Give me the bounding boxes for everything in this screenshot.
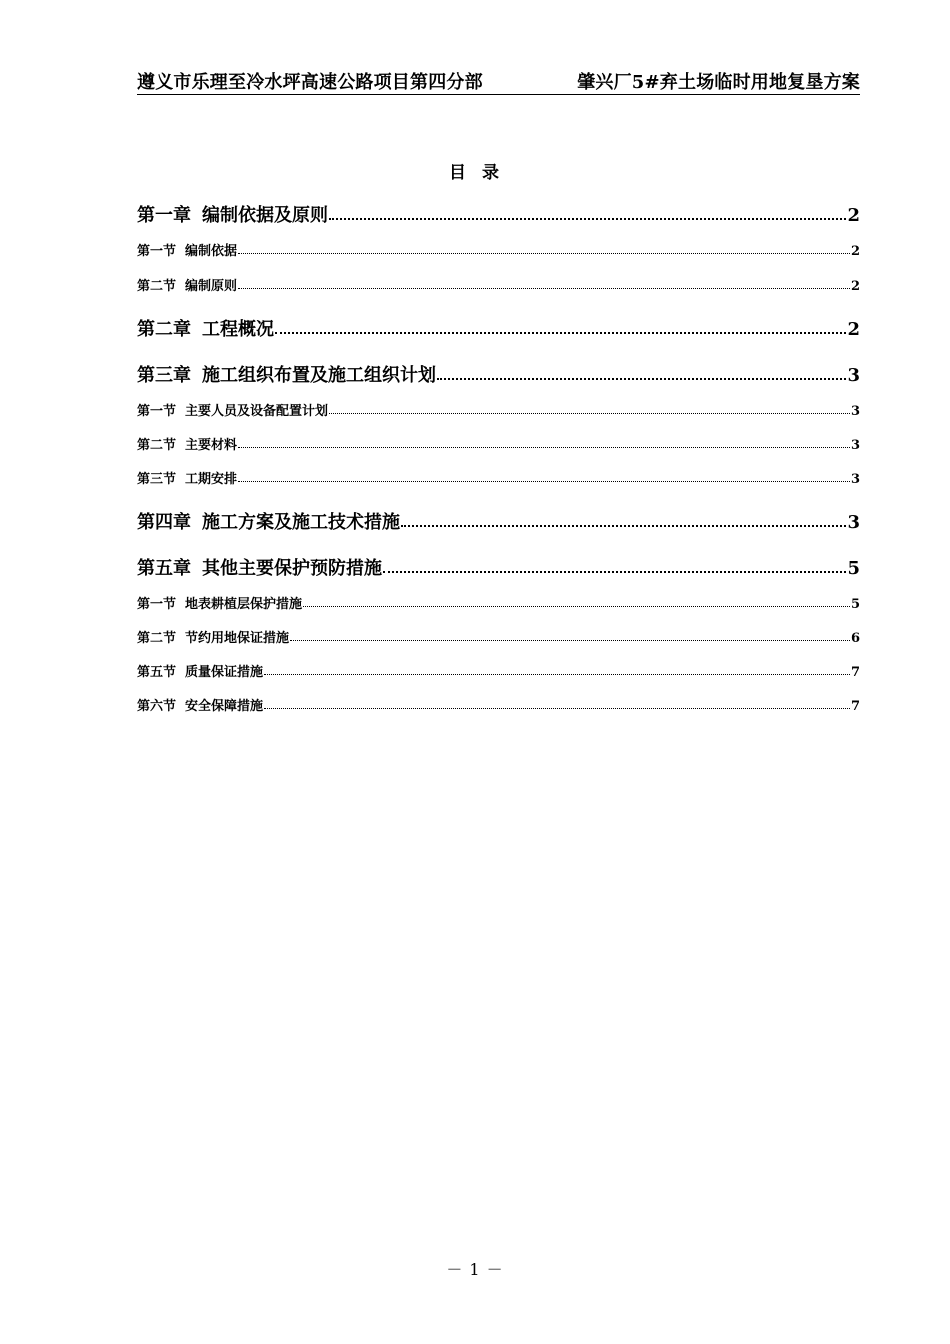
toc-entry-number: 第二节 bbox=[137, 279, 177, 294]
toc-entry-section[interactable] bbox=[137, 400, 860, 418]
toc-entry-section[interactable] bbox=[137, 434, 860, 452]
toc-entry-number: 第六节 bbox=[137, 699, 177, 714]
toc-entry-number: 第二节 bbox=[137, 631, 177, 646]
toc-entry-chapter[interactable] bbox=[137, 508, 860, 532]
toc-dot-leader bbox=[303, 606, 850, 607]
toc-entry-number: 第五章 bbox=[137, 558, 191, 579]
toc-entry-page: 2 bbox=[847, 319, 860, 340]
toc-dot-leader bbox=[290, 640, 850, 641]
toc-entry-label: 施工组织布置及施工组织计划 bbox=[202, 365, 436, 386]
toc-dot-leader bbox=[383, 571, 846, 573]
toc-entry-number: 第二章 bbox=[137, 319, 191, 340]
toc-entry-section[interactable] bbox=[137, 661, 860, 679]
toc-dot-leader bbox=[329, 413, 850, 414]
toc-entry-number: 第一节 bbox=[137, 244, 177, 259]
toc-dot-leader bbox=[264, 674, 850, 675]
toc-entry-chapter[interactable] bbox=[137, 361, 860, 385]
toc-entry-number: 第三节 bbox=[137, 472, 177, 487]
toc-dot-leader bbox=[238, 253, 850, 254]
toc-dot-leader bbox=[329, 218, 846, 220]
toc-entry-number: 第二节 bbox=[137, 438, 177, 453]
toc-entry-label: 施工方案及施工技术措施 bbox=[202, 512, 400, 533]
toc-entry-label: 其他主要保护预防措施 bbox=[202, 558, 382, 579]
toc-entry-number: 第五节 bbox=[137, 665, 177, 680]
toc-entry-section[interactable] bbox=[137, 240, 860, 258]
toc-entry-number: 第一节 bbox=[137, 404, 177, 419]
toc-entry-page: 3 bbox=[850, 438, 860, 453]
toc-entry-page: 3 bbox=[850, 404, 860, 419]
toc-entry-chapter[interactable] bbox=[137, 554, 860, 578]
toc-entry-number: 第一节 bbox=[137, 597, 177, 612]
toc-entry-page: 3 bbox=[847, 512, 860, 533]
toc-entry-label: 编制原则 bbox=[185, 279, 238, 294]
toc-entry-number: 第三章 bbox=[137, 365, 191, 386]
toc-entry-label: 编制依据 bbox=[185, 244, 238, 259]
toc-entry-page: 5 bbox=[850, 597, 860, 612]
toc-entry-section[interactable] bbox=[137, 695, 860, 713]
toc-entry-number: 第四章 bbox=[137, 512, 191, 533]
toc-entry-number: 第一章 bbox=[137, 205, 191, 226]
toc-entry-label: 质量保证措施 bbox=[185, 665, 264, 680]
toc-dot-leader bbox=[401, 525, 846, 527]
toc-entry-chapter[interactable] bbox=[137, 201, 860, 225]
toc-title-char-2: 录 bbox=[482, 163, 501, 183]
toc-entry-section[interactable] bbox=[137, 593, 860, 611]
toc-dot-leader bbox=[238, 288, 850, 289]
toc-dot-leader bbox=[238, 481, 850, 482]
toc-entry-page: 6 bbox=[850, 631, 860, 646]
toc-entry-page: 3 bbox=[850, 472, 860, 487]
toc-entry-page: 7 bbox=[850, 699, 860, 714]
toc-entry-page: 3 bbox=[847, 365, 860, 386]
toc-title-char-1: 目 bbox=[449, 163, 468, 183]
page-header bbox=[137, 66, 860, 95]
toc-entry-section[interactable] bbox=[137, 468, 860, 486]
toc-entry-page: 2 bbox=[850, 244, 860, 259]
toc-entry-label: 主要材料 bbox=[185, 438, 238, 453]
toc-entry-page: 5 bbox=[847, 558, 860, 579]
toc-dot-leader bbox=[437, 378, 846, 380]
toc-entry-page: 7 bbox=[850, 665, 860, 680]
page-number: － 1 － bbox=[446, 1260, 504, 1279]
toc-entry-label: 编制依据及原则 bbox=[202, 205, 328, 226]
toc-entry-label: 工期安排 bbox=[185, 472, 238, 487]
toc-entry-label: 节约用地保证措施 bbox=[185, 631, 290, 646]
toc-entry-label: 主要人员及设备配置计划 bbox=[185, 404, 329, 419]
toc-entry-page: 2 bbox=[847, 205, 860, 226]
header-project-title: 遵义市乐理至冷水坪高速公路项目第四分部 bbox=[137, 72, 483, 93]
toc-dot-leader bbox=[275, 332, 846, 334]
header-document-title: 肇兴厂5#弃土场临时用地复垦方案 bbox=[577, 72, 860, 93]
toc-entry-chapter[interactable] bbox=[137, 315, 860, 339]
toc-entry-section[interactable] bbox=[137, 627, 860, 645]
toc-entry-label: 工程概况 bbox=[202, 319, 274, 340]
toc-entry-section[interactable] bbox=[137, 275, 860, 293]
toc-dot-leader bbox=[238, 447, 850, 448]
toc-dot-leader bbox=[264, 708, 850, 709]
toc-entry-page: 2 bbox=[850, 279, 860, 294]
toc-entry-label: 安全保障措施 bbox=[185, 699, 264, 714]
toc-entry-label: 地表耕植层保护措施 bbox=[185, 597, 303, 612]
toc-title bbox=[0, 158, 950, 183]
